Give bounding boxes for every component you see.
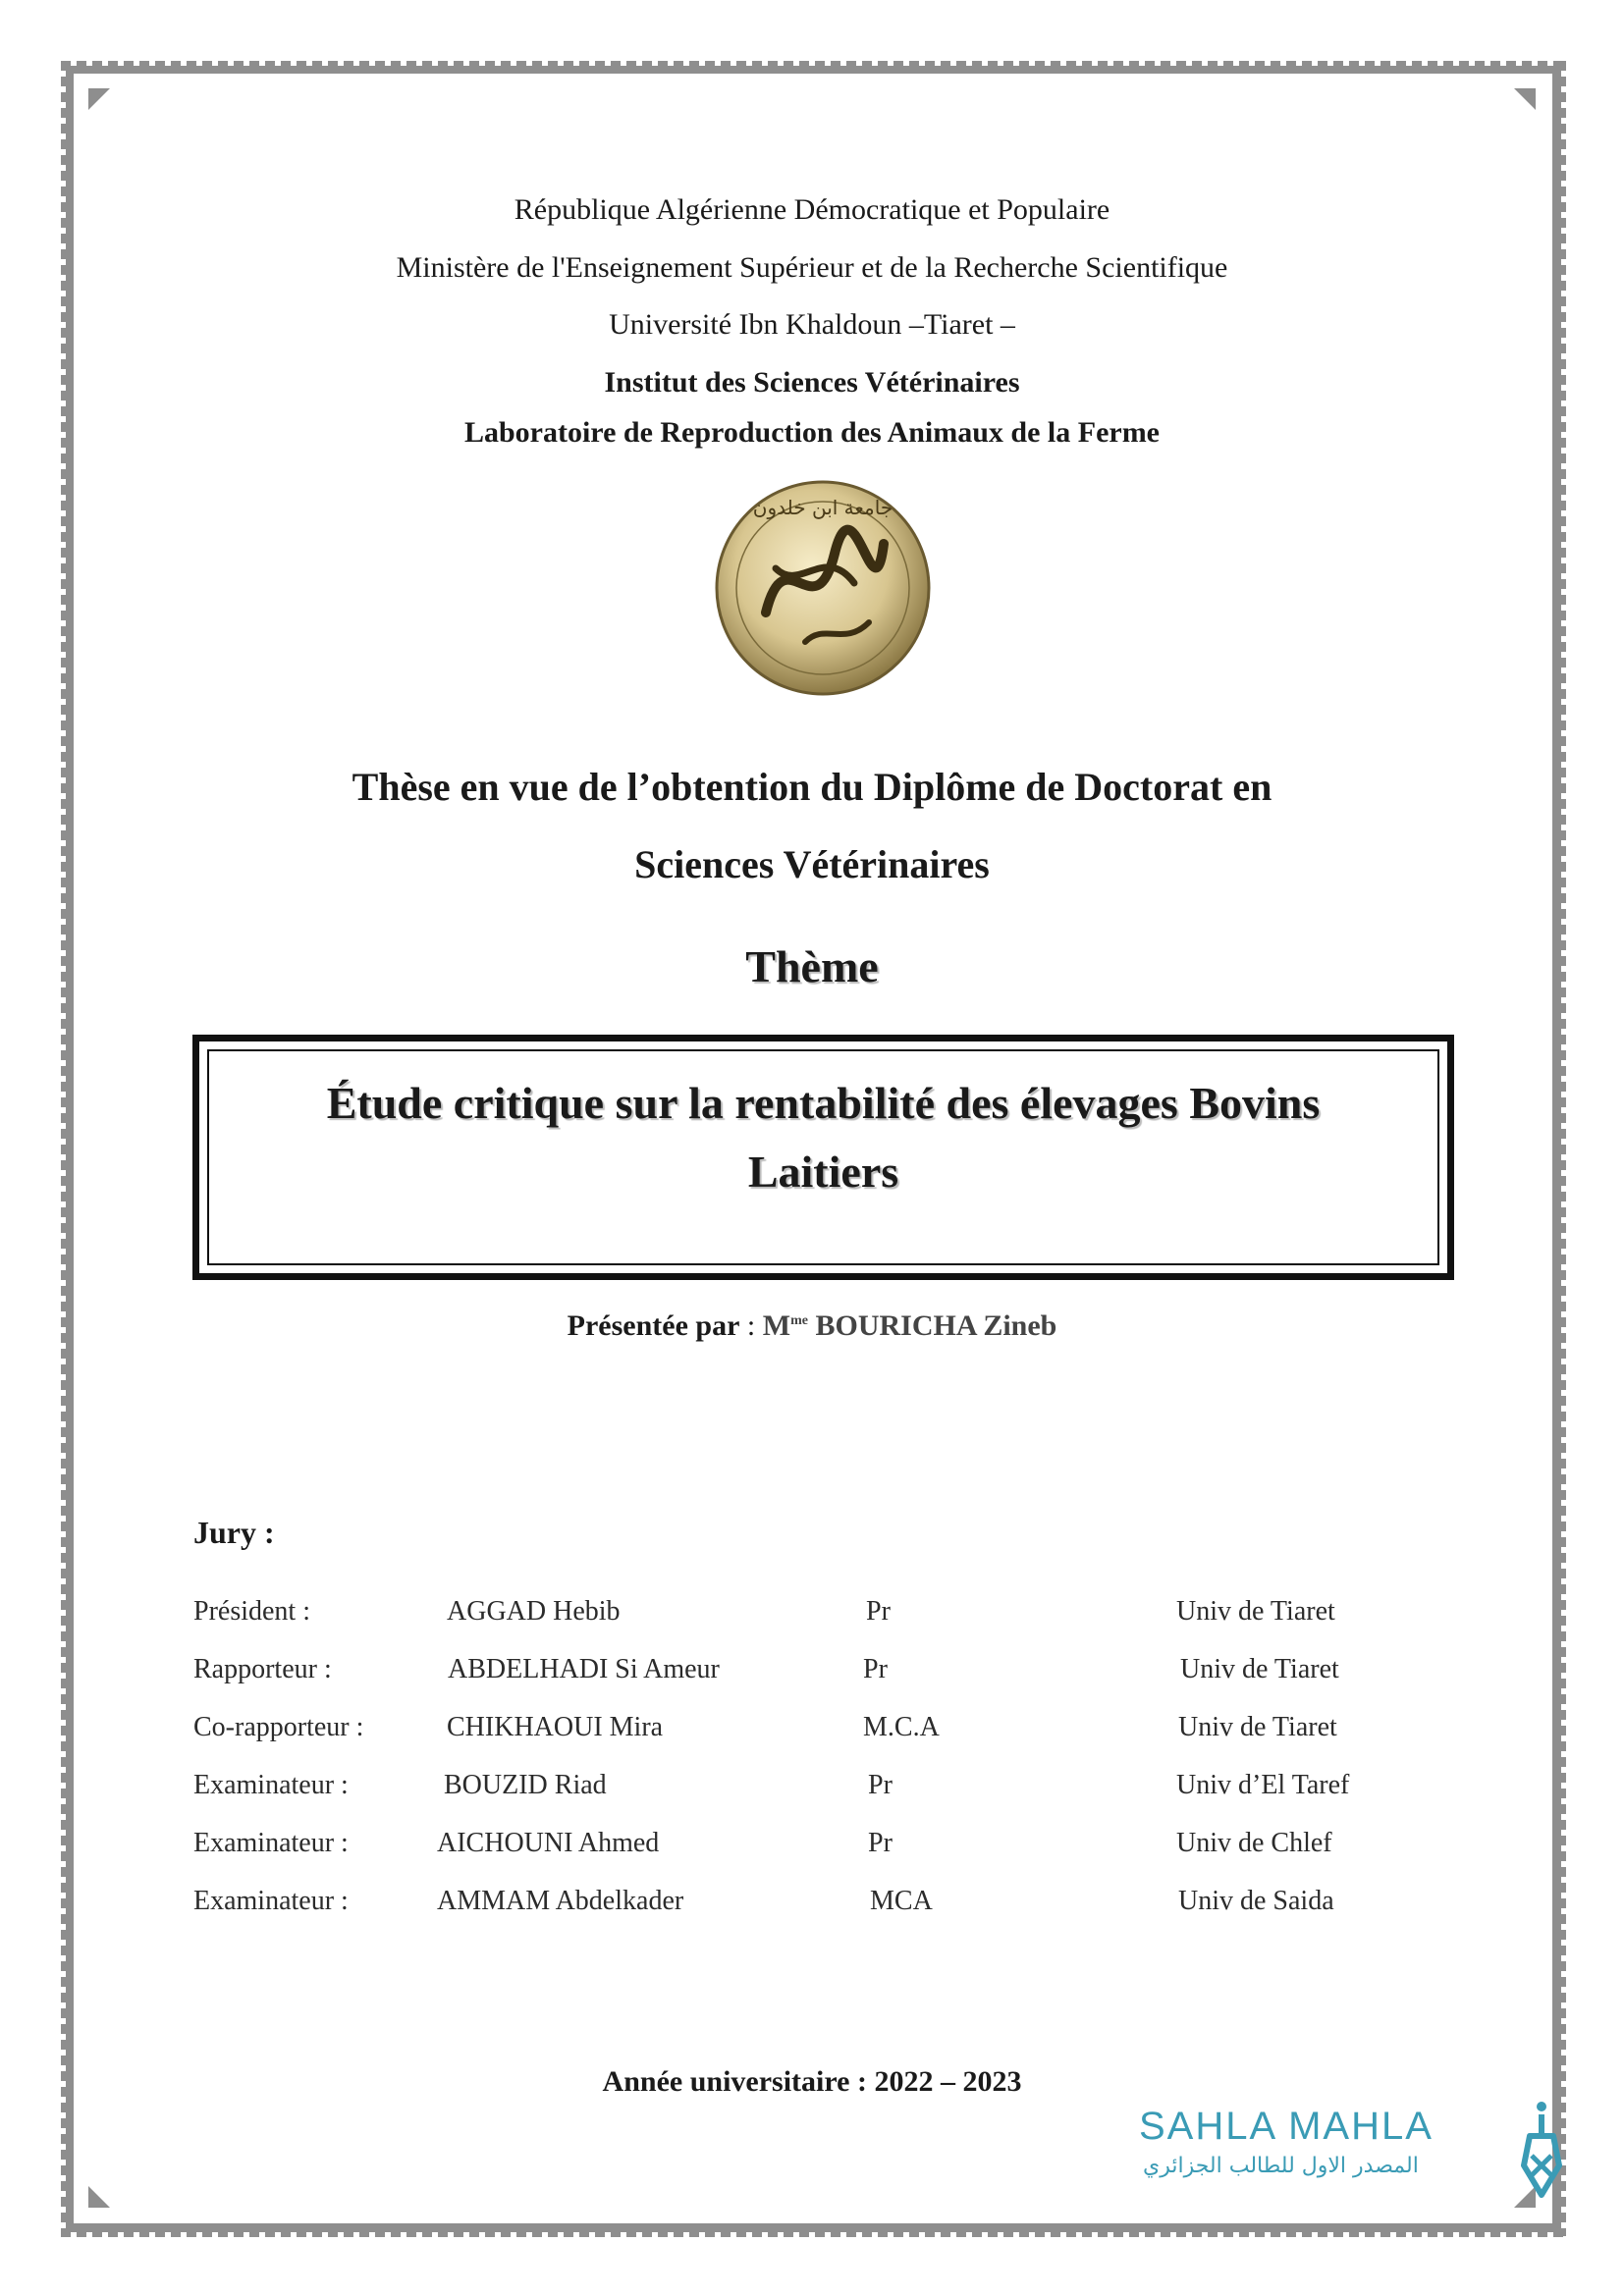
- corner-ornament-top-right: [1514, 88, 1536, 110]
- jury-grade: Pr: [868, 1828, 893, 1858]
- jury-institution: Univ de Chlef: [1176, 1828, 1332, 1858]
- jury-name: AMMAM Abdelkader: [437, 1886, 684, 1916]
- thesis-title-line-2: Laitiers: [747, 1147, 899, 1197]
- header-ministry: Ministère de l'Enseignement Supérieur et de la Recherche Scientifique: [396, 251, 1228, 284]
- theme-label: Thème: [745, 941, 879, 991]
- sahla-mahla-watermark: [1139, 2105, 1571, 2213]
- thesis-title: [199, 1069, 1447, 1206]
- header-institute: Institut des Sciences Vétérinaires: [604, 366, 1020, 399]
- jury-grade: Pr: [863, 1654, 888, 1684]
- jury-row: [0, 1886, 1624, 1925]
- jury-row: [0, 1654, 1624, 1693]
- jury-name: ABDELHADI Si Ameur: [448, 1654, 720, 1684]
- jury-role: Examinateur :: [193, 1886, 349, 1916]
- jury-grade: M.C.A: [863, 1712, 940, 1742]
- border-dash-bottom: [61, 2232, 1563, 2237]
- jury-role: Co-rapporteur :: [193, 1712, 364, 1742]
- border-dash-top: [61, 61, 1563, 66]
- jury-row: [0, 1712, 1624, 1751]
- header-university: Université Ibn Khaldoun –Tiaret –: [609, 308, 1015, 341]
- thesis-title-line-1: Étude critique sur la rentabilité des élevages Bovins: [326, 1078, 1321, 1128]
- jury-grade: Pr: [866, 1596, 891, 1627]
- header-laboratory: Laboratoire de Reproduction des Animaux de la Ferme: [463, 416, 1161, 449]
- university-seal: [707, 475, 939, 701]
- jury-name: BOUZID Riad: [444, 1770, 607, 1800]
- jury-institution: Univ de Tiaret: [1176, 1596, 1335, 1627]
- jury-row: [0, 1828, 1624, 1867]
- jury-institution: Univ de Tiaret: [1178, 1712, 1337, 1742]
- seal-text: جامعة ابن خلدون: [752, 496, 893, 519]
- jury-label: Jury :: [193, 1515, 275, 1550]
- presented-by-label: Présentée par: [567, 1309, 740, 1342]
- brand-logo-icon: [1512, 2097, 1581, 2205]
- brand-name: SAHLA MAHLA: [1139, 2105, 1434, 2148]
- thesis-discipline: Sciences Vétérinaires: [634, 842, 990, 886]
- jury-name: AGGAD Hebib: [447, 1596, 621, 1627]
- thesis-title-box: [192, 1035, 1454, 1280]
- brand-tagline: المصدر الاول للطالب الجزائري: [1143, 2154, 1419, 2178]
- thesis-purpose: Thèse en vue de l’obtention du Diplôme de Doctorat en: [352, 765, 1272, 809]
- candidate-title-sup: me: [790, 1313, 808, 1328]
- corner-ornament-top-left: [88, 88, 110, 110]
- candidate-name: BOURICHA Zineb: [815, 1309, 1057, 1342]
- jury-institution: Univ d’El Taref: [1176, 1770, 1350, 1800]
- jury-role: Examinateur :: [193, 1828, 349, 1858]
- header-republic: République Algérienne Démocratique et Populaire: [514, 193, 1110, 226]
- jury-row: [0, 1770, 1624, 1809]
- jury-role: Président :: [193, 1596, 310, 1627]
- jury-name: AICHOUNI Ahmed: [437, 1828, 660, 1858]
- jury-grade: MCA: [870, 1886, 933, 1916]
- jury-role: Examinateur :: [193, 1770, 349, 1800]
- jury-institution: Univ de Tiaret: [1180, 1654, 1339, 1684]
- jury-institution: Univ de Saida: [1178, 1886, 1334, 1916]
- jury-row: [0, 1596, 1624, 1635]
- candidate-title: [763, 1309, 808, 1342]
- academic-year: Année universitaire : 2022 – 2023: [602, 2065, 1022, 2098]
- candidate-title-prefix: M: [762, 1309, 791, 1342]
- corner-ornament-bottom-left: [88, 2186, 110, 2208]
- presented-by: [0, 1309, 1624, 1343]
- presented-by-colon: :: [739, 1309, 763, 1342]
- jury-name: CHIKHAOUI Mira: [447, 1712, 664, 1742]
- jury-role: Rapporteur :: [193, 1654, 332, 1684]
- jury-grade: Pr: [868, 1770, 893, 1800]
